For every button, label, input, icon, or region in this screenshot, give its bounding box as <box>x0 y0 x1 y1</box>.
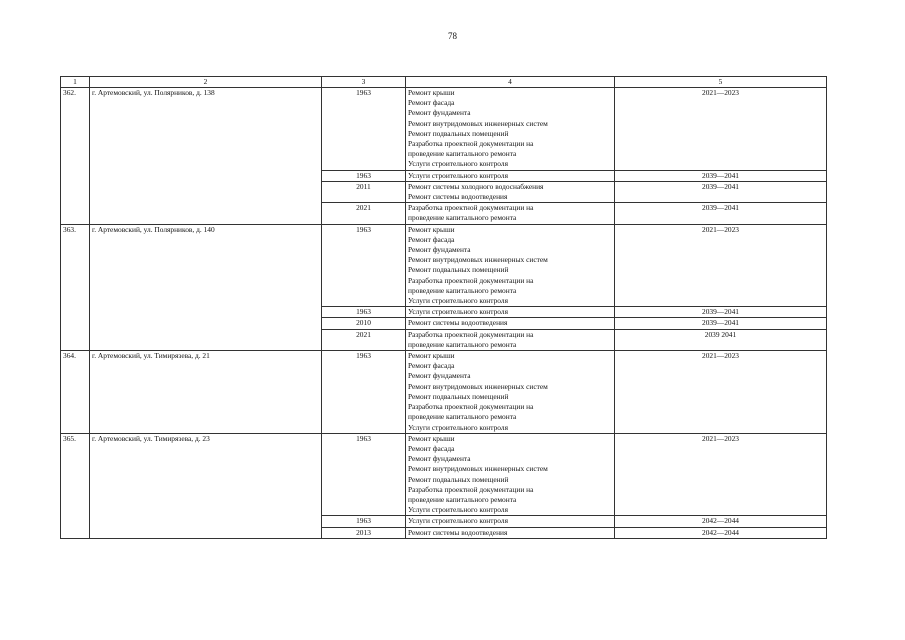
header-row <box>61 77 827 88</box>
column-header-works: 4 <box>406 77 615 88</box>
repair-work-item: Ремонт подвальных помещений <box>408 391 509 401</box>
repair-work-item: Ремонт внутридомовых инженерных систем <box>408 118 548 128</box>
repair-works <box>406 527 615 538</box>
repair-period: 2039—2041 <box>615 318 827 329</box>
repair-works <box>406 318 615 329</box>
repair-work-item: проведение капитального ремонта <box>408 412 517 422</box>
table-row <box>61 88 827 171</box>
column-header-period: 5 <box>615 77 827 88</box>
build-year: 1963 <box>322 351 406 434</box>
repair-period: 2039—2041 <box>615 181 827 202</box>
repair-work-item: Ремонт фундамента <box>408 371 471 381</box>
repair-period: 2042—2044 <box>615 527 827 538</box>
repair-work-item: Услуги строительного контроля <box>408 170 508 180</box>
repair-period: 2021—2023 <box>615 433 827 516</box>
repair-works <box>406 433 615 516</box>
repair-work-item: Разработка проектной документации на <box>408 484 534 494</box>
repair-work-item: проведение капитального ремонта <box>408 213 517 223</box>
repair-work-item: Ремонт фасада <box>408 234 455 244</box>
repair-period: 2039 2041 <box>615 329 827 350</box>
build-year: 1963 <box>322 433 406 516</box>
repair-work-item: Ремонт подвальных помещений <box>408 128 509 138</box>
repair-work-item: Разработка проектной документации на <box>408 275 534 285</box>
build-year: 1963 <box>322 307 406 318</box>
repair-period: 2021—2023 <box>615 224 827 307</box>
repair-work-item: Ремонт фасада <box>408 361 455 371</box>
build-year: 2010 <box>322 318 406 329</box>
repair-works <box>406 203 615 224</box>
entry-address: г. Артемовский, ул. Полярников, д. 138 <box>90 88 322 225</box>
repair-work-item: Ремонт фундамента <box>408 245 471 255</box>
repair-work-item: Услуги строительного контроля <box>408 296 508 306</box>
table-row <box>61 433 827 516</box>
entry-address: г. Артемовский, ул. Тимирязева, д. 23 <box>90 433 322 538</box>
repair-work-item: Разработка проектной документации на <box>408 139 534 149</box>
build-year: 2013 <box>322 527 406 538</box>
repair-works <box>406 307 615 318</box>
repair-work-item: проведение капитального ремонта <box>408 285 517 295</box>
repair-work-item: Ремонт крыши <box>408 351 455 361</box>
repair-work-item: Разработка проектной документации на <box>408 329 534 339</box>
build-year: 1963 <box>322 88 406 171</box>
repair-work-item: Ремонт системы водоотведения <box>408 318 508 328</box>
entry-number: 363. <box>61 224 90 350</box>
repair-work-item: Ремонт подвальных помещений <box>408 474 509 484</box>
table-row <box>61 351 827 434</box>
repair-period: 2042—2044 <box>615 516 827 527</box>
repair-work-item: Услуги строительного контроля <box>408 516 508 526</box>
entry-address: г. Артемовский, ул. Тимирязева, д. 21 <box>90 351 322 434</box>
repair-work-item: Ремонт системы водоотведения <box>408 527 508 537</box>
repair-works <box>406 516 615 527</box>
table-row <box>61 224 827 307</box>
build-year: 1963 <box>322 224 406 307</box>
table-body <box>61 88 827 539</box>
repair-period: 2039—2041 <box>615 307 827 318</box>
repair-period: 2039—2041 <box>615 170 827 181</box>
repair-work-item: Ремонт фундамента <box>408 454 471 464</box>
repair-work-item: Ремонт внутридомовых инженерных систем <box>408 381 548 391</box>
entry-number: 364. <box>61 351 90 434</box>
repair-work-item: проведение капитального ремонта <box>408 149 517 159</box>
repair-work-item: Разработка проектной документации на <box>408 203 534 213</box>
repair-work-item: Ремонт фасада <box>408 443 455 453</box>
column-header-address: 2 <box>90 77 322 88</box>
repair-work-item: Ремонт внутридомовых инженерных систем <box>408 464 548 474</box>
repair-period: 2039—2041 <box>615 203 827 224</box>
build-year: 2021 <box>322 203 406 224</box>
entry-number: 365. <box>61 433 90 538</box>
build-year: 2021 <box>322 329 406 350</box>
repair-works <box>406 224 615 307</box>
page-number: 78 <box>448 31 457 41</box>
repair-work-item: Ремонт внутридомовых инженерных систем <box>408 255 548 265</box>
repair-work-item: Ремонт системы водоотведения <box>408 192 508 202</box>
repair-work-item: Услуги строительного контроля <box>408 307 508 317</box>
column-header-number: 1 <box>61 77 90 88</box>
build-year: 2011 <box>322 181 406 202</box>
repair-works <box>406 181 615 202</box>
repair-work-item: Ремонт крыши <box>408 433 455 443</box>
repair-work-item: Ремонт крыши <box>408 224 455 234</box>
repair-period: 2021—2023 <box>615 88 827 171</box>
entry-number: 362. <box>61 88 90 225</box>
repair-work-item: Ремонт фундамента <box>408 108 471 118</box>
repair-works <box>406 329 615 350</box>
repair-work-item: Ремонт фасада <box>408 98 455 108</box>
repair-works <box>406 170 615 181</box>
repair-work-item: Ремонт крыши <box>408 88 455 97</box>
repair-works <box>406 88 615 171</box>
repair-works <box>406 351 615 434</box>
build-year: 1963 <box>322 170 406 181</box>
repair-work-item: проведение капитального ремонта <box>408 339 517 349</box>
repair-work-item: Услуги строительного контроля <box>408 422 508 432</box>
repair-work-item: Ремонт подвальных помещений <box>408 265 509 275</box>
column-header-year: 3 <box>322 77 406 88</box>
repair-work-item: Услуги строительного контроля <box>408 159 508 169</box>
capital-repair-table <box>60 76 827 539</box>
entry-address: г. Артемовский, ул. Полярников, д. 140 <box>90 224 322 350</box>
repair-work-item: Ремонт системы холодного водоснабжения <box>408 181 544 191</box>
build-year: 1963 <box>322 516 406 527</box>
repair-work-item: Услуги строительного контроля <box>408 505 508 515</box>
repair-work-item: проведение капитального ремонта <box>408 494 517 504</box>
repair-work-item: Разработка проектной документации на <box>408 402 534 412</box>
repair-period: 2021—2023 <box>615 351 827 434</box>
